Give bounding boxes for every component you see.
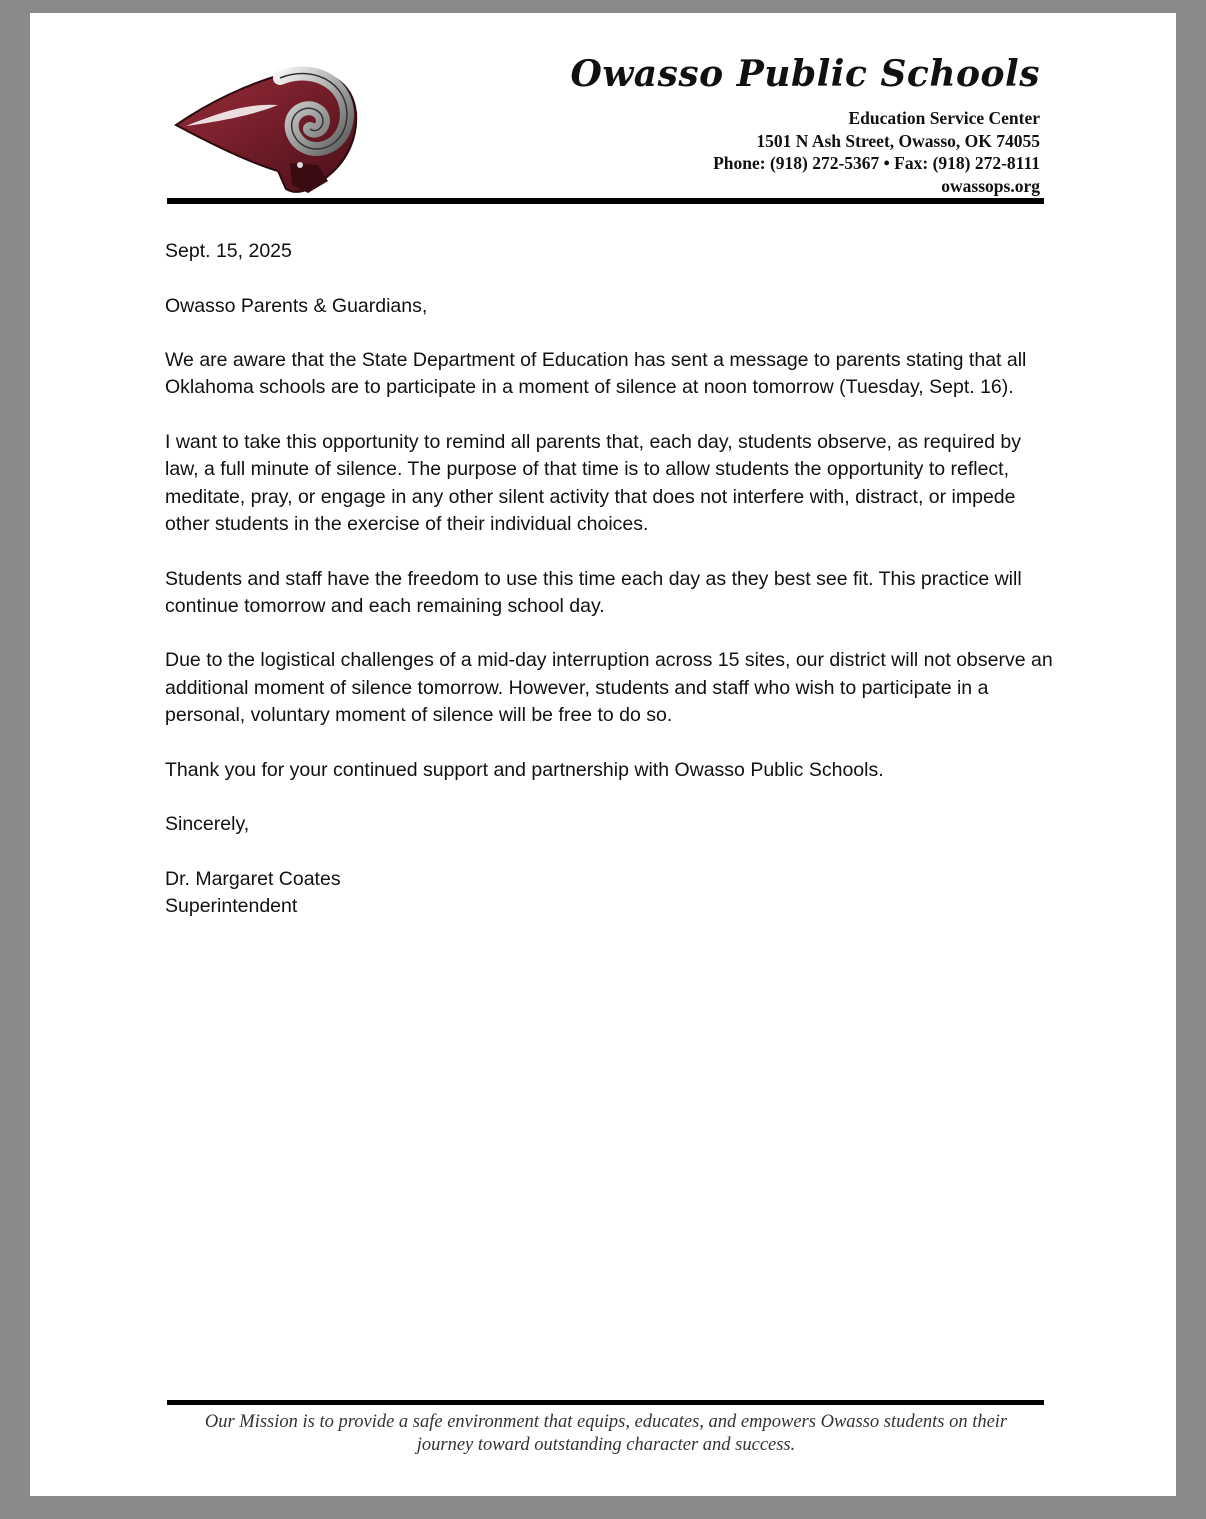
mission-statement: Our Mission is to provide a safe environment that equips, educates, and empowers Owasso students on their journey toward outstanding character and success. bbox=[204, 1412, 1008, 1455]
footer-divider bbox=[167, 1400, 1044, 1405]
salutation: Owasso Parents & Guardians, bbox=[165, 294, 428, 317]
paragraph: Due to the logistical challenges of a mid-day interruption across 15 sites, our district will not observe an additional moment of silence tomorrow. However, students and staff who wish to participate in a personal, voluntary moment of silence will be free to do so. bbox=[165, 649, 1053, 727]
address: 1501 N Ash Street, Owasso, OK 74055 bbox=[756, 130, 1040, 151]
website: owassops.org bbox=[941, 175, 1040, 196]
phone-fax: Phone: (918) 272-5367 • Fax: (918) 272-8111 bbox=[713, 153, 1040, 173]
paragraph: We are aware that the State Department of Education has sent a message to parents stating that all Oklahoma schools are to participate in a moment of silence at noon tomorrow (Tuesday, Sept. 16). bbox=[165, 349, 1027, 399]
letter-page bbox=[30, 13, 1176, 1496]
office-name: Education Service Center bbox=[848, 108, 1040, 128]
letterhead bbox=[570, 53, 1040, 197]
signer-name: Dr. Margaret Coates bbox=[165, 867, 341, 890]
closing: Sincerely, bbox=[165, 813, 250, 836]
school-name: Owasso Public Schools bbox=[570, 53, 1040, 95]
paragraph: I want to take this opportunity to remind all parents that, each day, students observe, as required by law, a full minute of silence. The purpose of that time is to allow students the opportunity to reflect, meditate, pray, or engage in any other silent activity that does not interfere with, distract, or impede other students in the exercise of their individual choices. bbox=[165, 431, 1021, 535]
signer-title: Superintendent bbox=[165, 895, 298, 918]
header-divider bbox=[167, 198, 1044, 204]
ram-head-icon bbox=[168, 53, 368, 203]
paragraph: Thank you for your continued support and partnership with Owasso Public Schools. bbox=[165, 758, 884, 781]
letter-date: Sept. 15, 2025 bbox=[165, 240, 292, 262]
letter-body bbox=[165, 238, 1055, 920]
paragraph: Students and staff have the freedom to use this time each day as they best see fit. This practice will continue tomorrow and each remaining school day. bbox=[165, 567, 1022, 617]
